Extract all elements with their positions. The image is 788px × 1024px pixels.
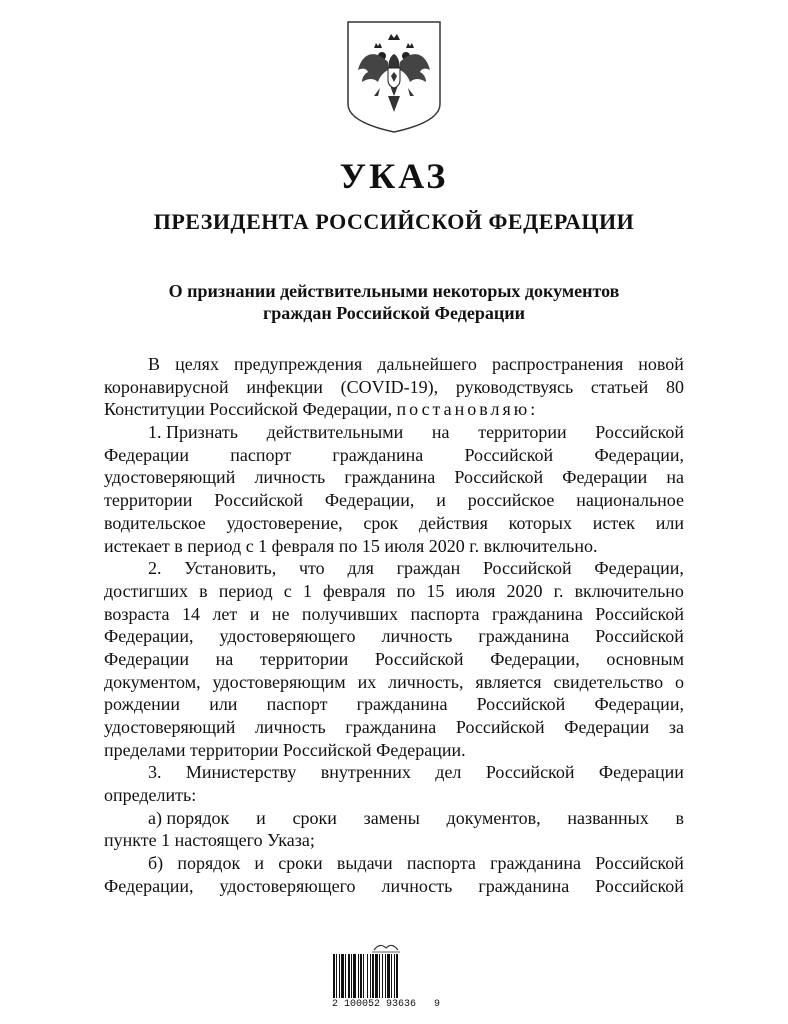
body-word: гражданина bbox=[478, 626, 570, 647]
body-word: территории bbox=[259, 648, 349, 669]
body-word: не bbox=[271, 603, 290, 624]
decree-subject bbox=[100, 280, 688, 324]
body-line bbox=[104, 739, 684, 762]
body-word: гражданина bbox=[478, 875, 570, 896]
body-line bbox=[104, 829, 684, 852]
body-word: рождении bbox=[104, 694, 181, 715]
body-word: территории bbox=[478, 422, 567, 443]
body-word: Федерации, bbox=[490, 648, 580, 669]
barcode-number: 2 100052 93636 9 bbox=[331, 999, 441, 1010]
russian-coat-of-arms-icon bbox=[344, 18, 444, 136]
body-text: пункте 1 настоящего Указа; bbox=[104, 830, 315, 851]
body-word: предупреждения bbox=[234, 354, 363, 374]
body-line bbox=[104, 557, 684, 580]
barcode-bar bbox=[363, 954, 364, 998]
barcode-bar bbox=[351, 954, 352, 998]
footer-stamp bbox=[326, 940, 446, 1016]
barcode-bar bbox=[372, 954, 374, 998]
body-word: в bbox=[199, 580, 208, 601]
body-word: 2. bbox=[148, 558, 162, 579]
body-word: февраля bbox=[322, 580, 386, 601]
body-word: порядок bbox=[177, 853, 241, 874]
body-line bbox=[104, 761, 684, 784]
body-text: истекает в период с 1 февраля по 15 июля 2020 г. включительно. bbox=[104, 535, 598, 556]
body-line bbox=[104, 875, 684, 898]
body-word: является bbox=[475, 671, 542, 692]
body-word: Российской bbox=[595, 626, 684, 647]
decree-body bbox=[104, 353, 684, 898]
body-line bbox=[104, 716, 684, 739]
body-text: Конституции Российской Федерации, bbox=[104, 399, 397, 420]
body-word: статьей bbox=[590, 376, 649, 397]
barcode-bar bbox=[360, 954, 362, 998]
body-word: гражданина bbox=[490, 853, 581, 874]
body-word: срок bbox=[363, 512, 399, 533]
printing-house-mark-icon bbox=[326, 940, 446, 954]
body-word: (COVID-19), bbox=[340, 376, 439, 397]
body-word: действительными bbox=[266, 422, 404, 443]
barcode-bar bbox=[353, 954, 356, 998]
body-word: 15 bbox=[426, 580, 445, 601]
body-word: национальное bbox=[576, 490, 684, 511]
body-word: и bbox=[254, 853, 265, 874]
body-word: и bbox=[249, 603, 260, 624]
body-word: Российской bbox=[455, 717, 545, 737]
body-word: Российской bbox=[476, 694, 566, 715]
body-word: распространения bbox=[491, 354, 624, 374]
body-word: удостоверяющего bbox=[219, 626, 356, 647]
body-word: удостоверяющий bbox=[104, 717, 236, 737]
body-word: 3. bbox=[148, 762, 162, 783]
barcode-bar bbox=[396, 954, 398, 998]
body-word: и bbox=[436, 490, 446, 511]
body-word: гражданина bbox=[332, 444, 424, 465]
barcode-bar bbox=[345, 954, 346, 998]
body-word: Министерству bbox=[185, 762, 297, 783]
body-word: действия bbox=[418, 512, 488, 533]
barcode-bar bbox=[341, 954, 344, 998]
barcode-bar bbox=[367, 954, 368, 998]
body-word: Российской bbox=[464, 444, 554, 465]
barcode-bar bbox=[370, 954, 371, 998]
body-word: Российской bbox=[374, 648, 464, 669]
subject-line: граждан Российской Федерации bbox=[263, 303, 525, 323]
body-word: паспорта bbox=[406, 853, 476, 874]
barcode-bar bbox=[391, 954, 392, 998]
body-word: документом, bbox=[104, 671, 201, 692]
body-line bbox=[104, 807, 684, 830]
body-word: 2020 bbox=[506, 580, 543, 601]
body-line bbox=[104, 852, 684, 875]
body-spaced-word: постановляю: bbox=[396, 399, 539, 420]
body-word: 80 bbox=[665, 376, 684, 397]
barcode-bar bbox=[339, 954, 340, 998]
body-word: Российской bbox=[485, 762, 575, 783]
body-word: инфекции bbox=[246, 376, 323, 397]
body-word: Федерации bbox=[562, 467, 648, 488]
body-word: в bbox=[675, 807, 684, 828]
body-word: период bbox=[218, 580, 273, 601]
body-word: Федерации, bbox=[594, 444, 684, 465]
body-word: Федерации, bbox=[594, 558, 684, 579]
body-word: Федерации, bbox=[104, 626, 194, 647]
body-word: руководствуясь bbox=[455, 376, 574, 397]
body-line bbox=[104, 398, 684, 421]
barcode-bar bbox=[382, 954, 383, 998]
body-line bbox=[104, 421, 684, 444]
body-word: Российской bbox=[595, 875, 684, 896]
body-word: Российской bbox=[595, 853, 684, 874]
body-word: Федерации, bbox=[324, 490, 415, 511]
decree-title: УКАЗ bbox=[339, 156, 449, 196]
body-word: личность bbox=[381, 626, 453, 647]
body-word: дел bbox=[435, 762, 462, 783]
body-word: граждан bbox=[396, 558, 461, 579]
body-word: документов, bbox=[446, 807, 541, 828]
barcode-bar bbox=[348, 954, 350, 998]
body-word: достигших bbox=[104, 580, 188, 601]
body-line bbox=[104, 784, 684, 807]
body-word: что bbox=[299, 558, 325, 579]
body-word: на bbox=[215, 648, 234, 669]
body-line bbox=[104, 671, 684, 694]
body-word: свидетельство bbox=[553, 671, 664, 692]
body-word: которых bbox=[508, 512, 572, 533]
body-word: удостоверяющий bbox=[104, 467, 236, 488]
issuer-heading: ПРЕЗИДЕНТА РОССИЙСКОЙ ФЕДЕРАЦИИ bbox=[153, 209, 635, 234]
body-word: Федерации, bbox=[594, 694, 684, 715]
body-word: б) bbox=[148, 853, 164, 874]
barcode-icon bbox=[332, 954, 440, 998]
body-word: паспорт bbox=[266, 694, 328, 715]
barcode-bar bbox=[333, 954, 335, 998]
body-word: целях bbox=[175, 354, 219, 374]
body-word: основным bbox=[606, 648, 684, 669]
barcode-bar bbox=[336, 954, 337, 998]
body-word: возраста bbox=[104, 603, 170, 624]
body-word: Установить, bbox=[184, 558, 277, 579]
body-line bbox=[104, 535, 684, 558]
body-word: на bbox=[431, 422, 450, 443]
body-word: удостоверение, bbox=[226, 512, 343, 533]
body-word: Российской bbox=[482, 558, 572, 579]
body-word: внутренних bbox=[320, 762, 411, 783]
body-word: и bbox=[256, 807, 266, 828]
body-line bbox=[104, 693, 684, 716]
barcode-bar bbox=[387, 954, 390, 998]
body-line bbox=[104, 512, 684, 535]
body-word: а) порядок bbox=[148, 807, 230, 828]
body-word: за bbox=[668, 717, 684, 737]
body-line bbox=[104, 603, 684, 626]
body-word: гражданина bbox=[491, 603, 583, 624]
body-word: сроки bbox=[278, 853, 323, 874]
body-word: выдачи bbox=[336, 853, 393, 874]
body-line bbox=[104, 580, 684, 603]
body-word: территории bbox=[104, 490, 193, 511]
body-word: новой bbox=[638, 354, 684, 374]
body-word: для bbox=[347, 558, 374, 579]
body-word: лет bbox=[212, 603, 238, 624]
body-line bbox=[104, 466, 684, 489]
body-word: Российской bbox=[454, 467, 544, 488]
barcode-bar bbox=[385, 954, 386, 998]
body-word: их bbox=[357, 671, 377, 692]
body-word: Федерации bbox=[564, 717, 650, 737]
body-word: истек bbox=[592, 512, 635, 533]
body-word: получивших bbox=[301, 603, 398, 624]
body-word: Федерации bbox=[104, 648, 190, 669]
body-line bbox=[104, 489, 684, 512]
body-word: 14 bbox=[182, 603, 200, 624]
body-word: с bbox=[283, 580, 292, 601]
body-word: названных bbox=[567, 807, 649, 828]
body-word: российское bbox=[467, 490, 555, 511]
body-word: по bbox=[396, 580, 416, 601]
body-word: сроки bbox=[292, 807, 337, 828]
body-word: удостоверяющего bbox=[219, 875, 356, 896]
body-word: личность bbox=[254, 717, 326, 737]
body-word: 1. Признать bbox=[148, 422, 238, 443]
body-word: личность bbox=[381, 875, 453, 896]
body-word: личность bbox=[254, 467, 326, 488]
body-word: о bbox=[675, 671, 684, 692]
body-word: гражданина bbox=[345, 717, 437, 737]
body-line bbox=[104, 625, 684, 648]
barcode-bar bbox=[379, 954, 380, 998]
body-word: водительское bbox=[104, 512, 206, 533]
body-word: г. bbox=[553, 580, 564, 601]
body-word: паспорт bbox=[230, 444, 292, 465]
body-word: Российской bbox=[595, 422, 684, 443]
body-word: на bbox=[666, 467, 684, 488]
body-word: или bbox=[655, 512, 684, 533]
body-line bbox=[104, 648, 684, 671]
body-word: замены bbox=[363, 807, 420, 828]
body-word: Российской bbox=[214, 490, 303, 511]
body-word: удостоверяющим bbox=[212, 671, 346, 692]
barcode-bar bbox=[394, 954, 395, 998]
body-word: Федерации bbox=[598, 762, 684, 783]
body-word: В bbox=[148, 354, 161, 374]
barcode-bar bbox=[358, 954, 359, 998]
subject-line: О признании действительными некоторых документов bbox=[168, 281, 620, 301]
body-text: пределами территории Российской Федерации. bbox=[104, 739, 466, 760]
body-word: Федерации, bbox=[104, 875, 194, 896]
body-word: дальнейшего bbox=[377, 354, 477, 374]
body-word: Российской bbox=[595, 603, 684, 624]
body-word: 1 bbox=[302, 580, 312, 601]
body-line bbox=[104, 353, 684, 376]
body-line bbox=[104, 444, 684, 467]
body-word: июля bbox=[455, 580, 496, 601]
body-word: включительно bbox=[574, 580, 684, 601]
body-word: или bbox=[209, 694, 238, 715]
body-word: гражданина bbox=[356, 694, 448, 715]
body-word: паспорта bbox=[410, 603, 480, 624]
body-word: личность, bbox=[388, 671, 464, 692]
body-word: Федерации bbox=[104, 444, 190, 465]
body-word: гражданина bbox=[344, 467, 436, 488]
body-text: определить: bbox=[104, 785, 197, 806]
body-word: коронавирусной bbox=[104, 376, 229, 397]
body-line bbox=[104, 376, 684, 399]
barcode-bar bbox=[375, 954, 378, 998]
